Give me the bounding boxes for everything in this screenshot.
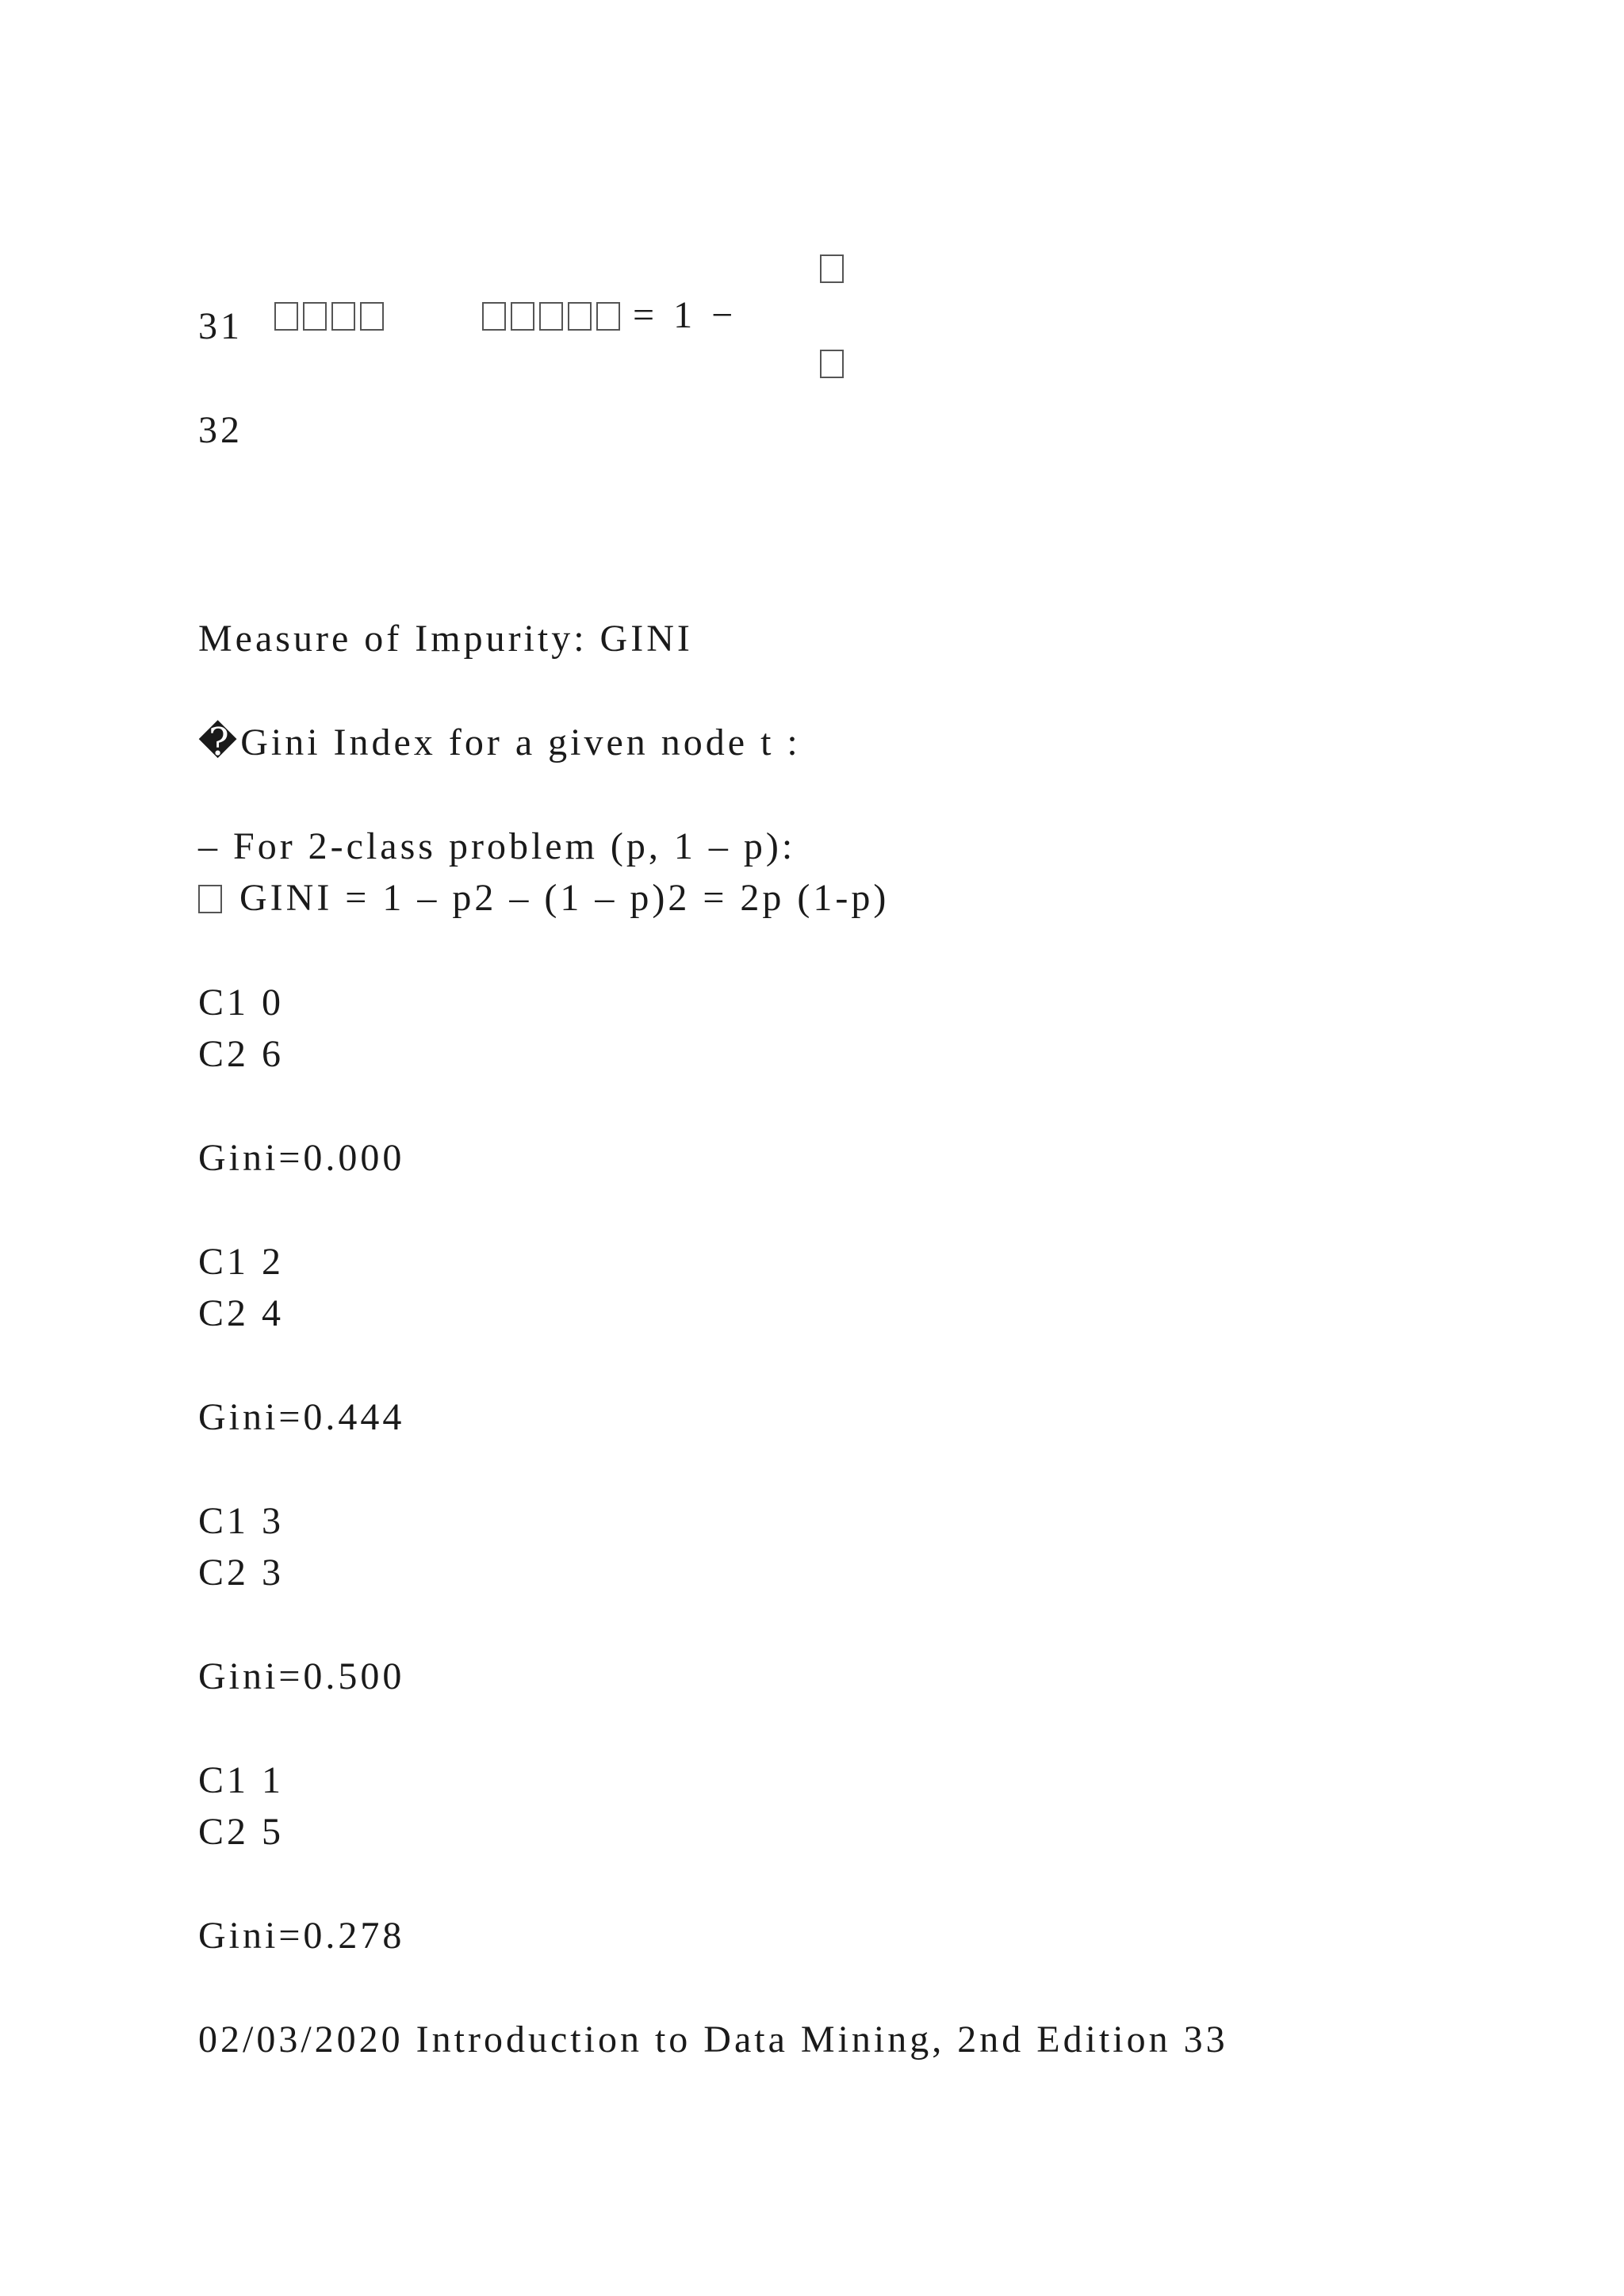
missing-glyph-icon bbox=[568, 302, 592, 331]
sub-bullet-2-class: – For 2-class problem (p, 1 – p): bbox=[198, 825, 796, 867]
missing-glyph-icon bbox=[539, 302, 563, 331]
example-4-c1: C1 1 bbox=[198, 1759, 285, 1801]
one-digit: 1 bbox=[673, 294, 696, 336]
missing-glyph-icon bbox=[274, 302, 298, 331]
missing-glyph-icon bbox=[482, 302, 506, 331]
missing-glyph-group-2 bbox=[406, 244, 625, 387]
example-2-c2: C2 4 bbox=[198, 1292, 285, 1334]
minus-sign: − bbox=[711, 294, 737, 336]
footer-line: 02/03/2020 Introduction to Data Mining, 2nd Edition 33 bbox=[198, 2019, 1228, 2061]
gini-formula-text: GINI = 1 – p2 – (1 – p)2 = 2p (1-p) bbox=[227, 877, 890, 919]
missing-glyph-icon bbox=[596, 302, 620, 331]
missing-glyph-icon bbox=[331, 302, 355, 331]
example-1-c2: C2 6 bbox=[198, 1033, 285, 1075]
missing-glyph-icon bbox=[303, 302, 327, 331]
page-number-32: 32 bbox=[198, 409, 243, 451]
missing-glyph-icon bbox=[198, 885, 222, 913]
missing-glyph-icon bbox=[360, 302, 384, 331]
equals-sign: = bbox=[633, 294, 658, 336]
example-4-gini: Gini=0.278 bbox=[198, 1915, 405, 1957]
example-1-c1: C1 0 bbox=[198, 982, 285, 1024]
missing-glyph-icon bbox=[820, 350, 844, 378]
example-1-gini: Gini=0.000 bbox=[198, 1137, 405, 1179]
example-3-c2: C2 3 bbox=[198, 1552, 285, 1594]
bullet-gini-index: �Gini Index for a given node t : bbox=[198, 721, 801, 763]
page-number-31: 31 bbox=[198, 305, 243, 347]
example-2-c1: C1 2 bbox=[198, 1241, 285, 1283]
missing-glyph-icon bbox=[820, 254, 844, 283]
missing-glyph-icon bbox=[511, 302, 534, 331]
garbled-formula-line bbox=[198, 197, 848, 434]
example-3-gini: Gini=0.500 bbox=[198, 1655, 405, 1697]
gini-formula bbox=[198, 874, 889, 922]
example-4-c2: C2 5 bbox=[198, 1811, 285, 1853]
slide-title: Measure of Impurity: GINI bbox=[198, 618, 693, 660]
example-2-gini: Gini=0.444 bbox=[198, 1396, 405, 1438]
example-3-c1: C1 3 bbox=[198, 1500, 285, 1542]
missing-glyph-group-3 bbox=[744, 197, 848, 434]
